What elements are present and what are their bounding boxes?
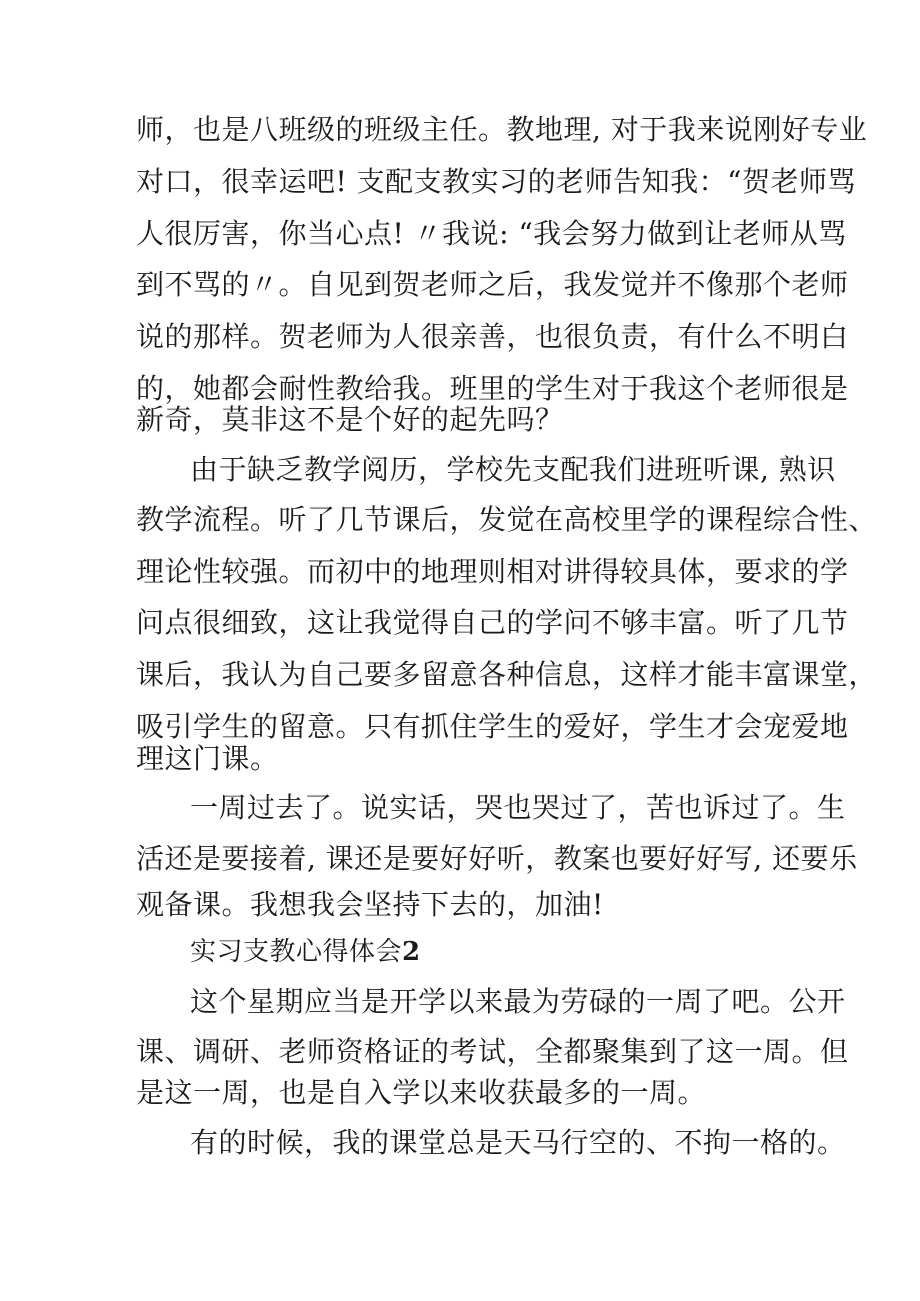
text-line: 课、调研、老师资格证的考试，全都聚集到了这一周。但 — [136, 1035, 849, 1068]
text-line: 有的时候，我的课堂总是天马行空的、不拘一格的。 — [190, 1126, 846, 1159]
text-line: 师，也是八班级的班级主任。教地理, 对于我来说刚好专业 — [136, 113, 868, 146]
text-line: 人很厉害，你当心点! 〃我说: “我会努力做到让老师从骂 — [136, 217, 847, 250]
section-heading-number: 2 — [402, 937, 421, 967]
text-line: 新奇，莫非这不是个好的起先吗？ — [136, 403, 564, 436]
text-line: 理论性较强。而初中的地理则相对讲得较具体，要求的学 — [136, 555, 849, 588]
text-line: 观备课。我想我会坚持下去的，加油! — [136, 888, 604, 921]
text-line: 吸引学生的留意。只有抓住学生的爱好，学生才会宠爱地 — [136, 710, 849, 743]
text-line: 问点很细致，这让我觉得自己的学问不够丰富。听了几节 — [136, 606, 849, 639]
text-line: 活还是要接着, 课还是要好好听，教案也要好好写, 还要乐 — [136, 842, 858, 875]
text-line: 对口，很幸运吧! 支配支教实习的老师告知我：“贺老师骂 — [136, 165, 856, 198]
text-line: 教学流程。听了几节课后，发觉在高校里学的课程综合性、 — [136, 503, 878, 536]
section-heading-text: 实习支教心得体会 — [190, 937, 403, 967]
text-line: 的，她都会耐性教给我。班里的学生对于我这个老师很是 — [136, 372, 849, 405]
text-line: 说的那样。贺老师为人很亲善，也很负责，有什么不明白 — [136, 320, 849, 353]
text-line: 理这门课。 — [136, 742, 279, 775]
text-line: 由于缺乏教学阅历，学校先支配我们进班听课, 熟识 — [190, 453, 836, 486]
text-line: 是这一周，也是自入学以来收获最多的一周。 — [136, 1076, 707, 1109]
text-line: 课后，我认为自己要多留意各种信息，这样才能丰富课堂， — [136, 658, 878, 691]
section-heading — [190, 932, 796, 972]
text-line: 到不骂的〃。自见到贺老师之后，我发觉并不像那个老师 — [136, 268, 849, 301]
text-line: 这个星期应当是开学以来最为劳碌的一周了吧。公开 — [190, 985, 846, 1018]
text-line: 一周过去了。说实话，哭也哭过了，苦也诉过了。生 — [190, 791, 846, 824]
